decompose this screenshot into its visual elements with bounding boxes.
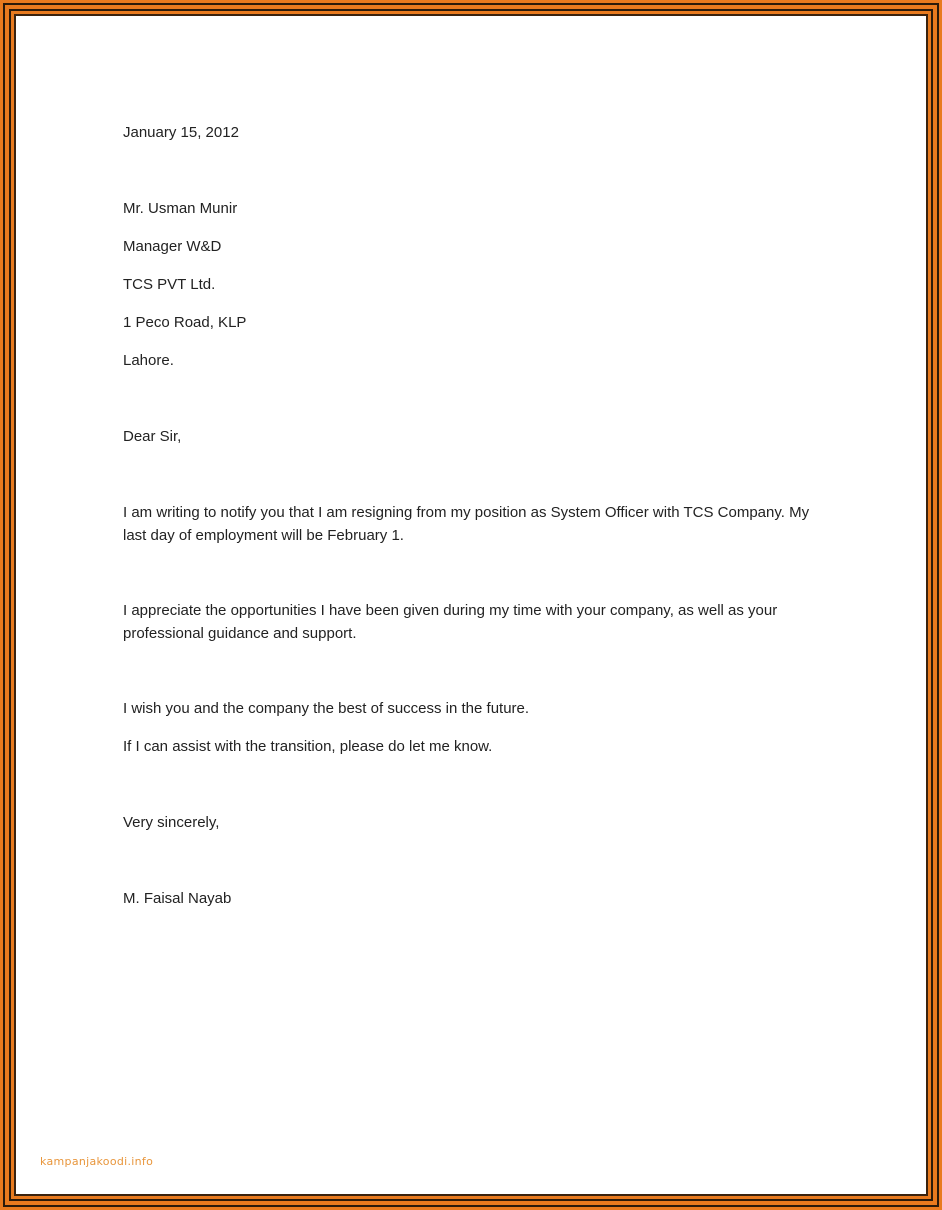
recipient-company: TCS PVT Ltd. bbox=[123, 276, 216, 293]
body-paragraph-4: If I can assist with the transition, please do let me know. bbox=[123, 738, 493, 755]
closing: Very sincerely, bbox=[123, 814, 220, 831]
recipient-city: Lahore. bbox=[123, 352, 174, 369]
recipient-title: Manager W&D bbox=[123, 238, 222, 255]
signature-name: M. Faisal Nayab bbox=[123, 890, 232, 907]
letter-date: January 15, 2012 bbox=[123, 124, 239, 141]
body-paragraph-3: I wish you and the company the best of success in the future. bbox=[123, 700, 530, 717]
watermark-text: kampanjakoodi.info bbox=[40, 1155, 154, 1168]
recipient-street: 1 Peco Road, KLP bbox=[123, 314, 247, 331]
salutation: Dear Sir, bbox=[123, 428, 182, 445]
body-paragraph-1: I am writing to notify you that I am resigning from my position as System Officer with TCS Company. My last day of employment will be February 1. bbox=[123, 504, 810, 544]
recipient-name: Mr. Usman Munir bbox=[123, 200, 238, 217]
body-paragraph-2: I appreciate the opportunities I have been given during my time with your company, as well as your professional guidance and support. bbox=[123, 602, 778, 642]
